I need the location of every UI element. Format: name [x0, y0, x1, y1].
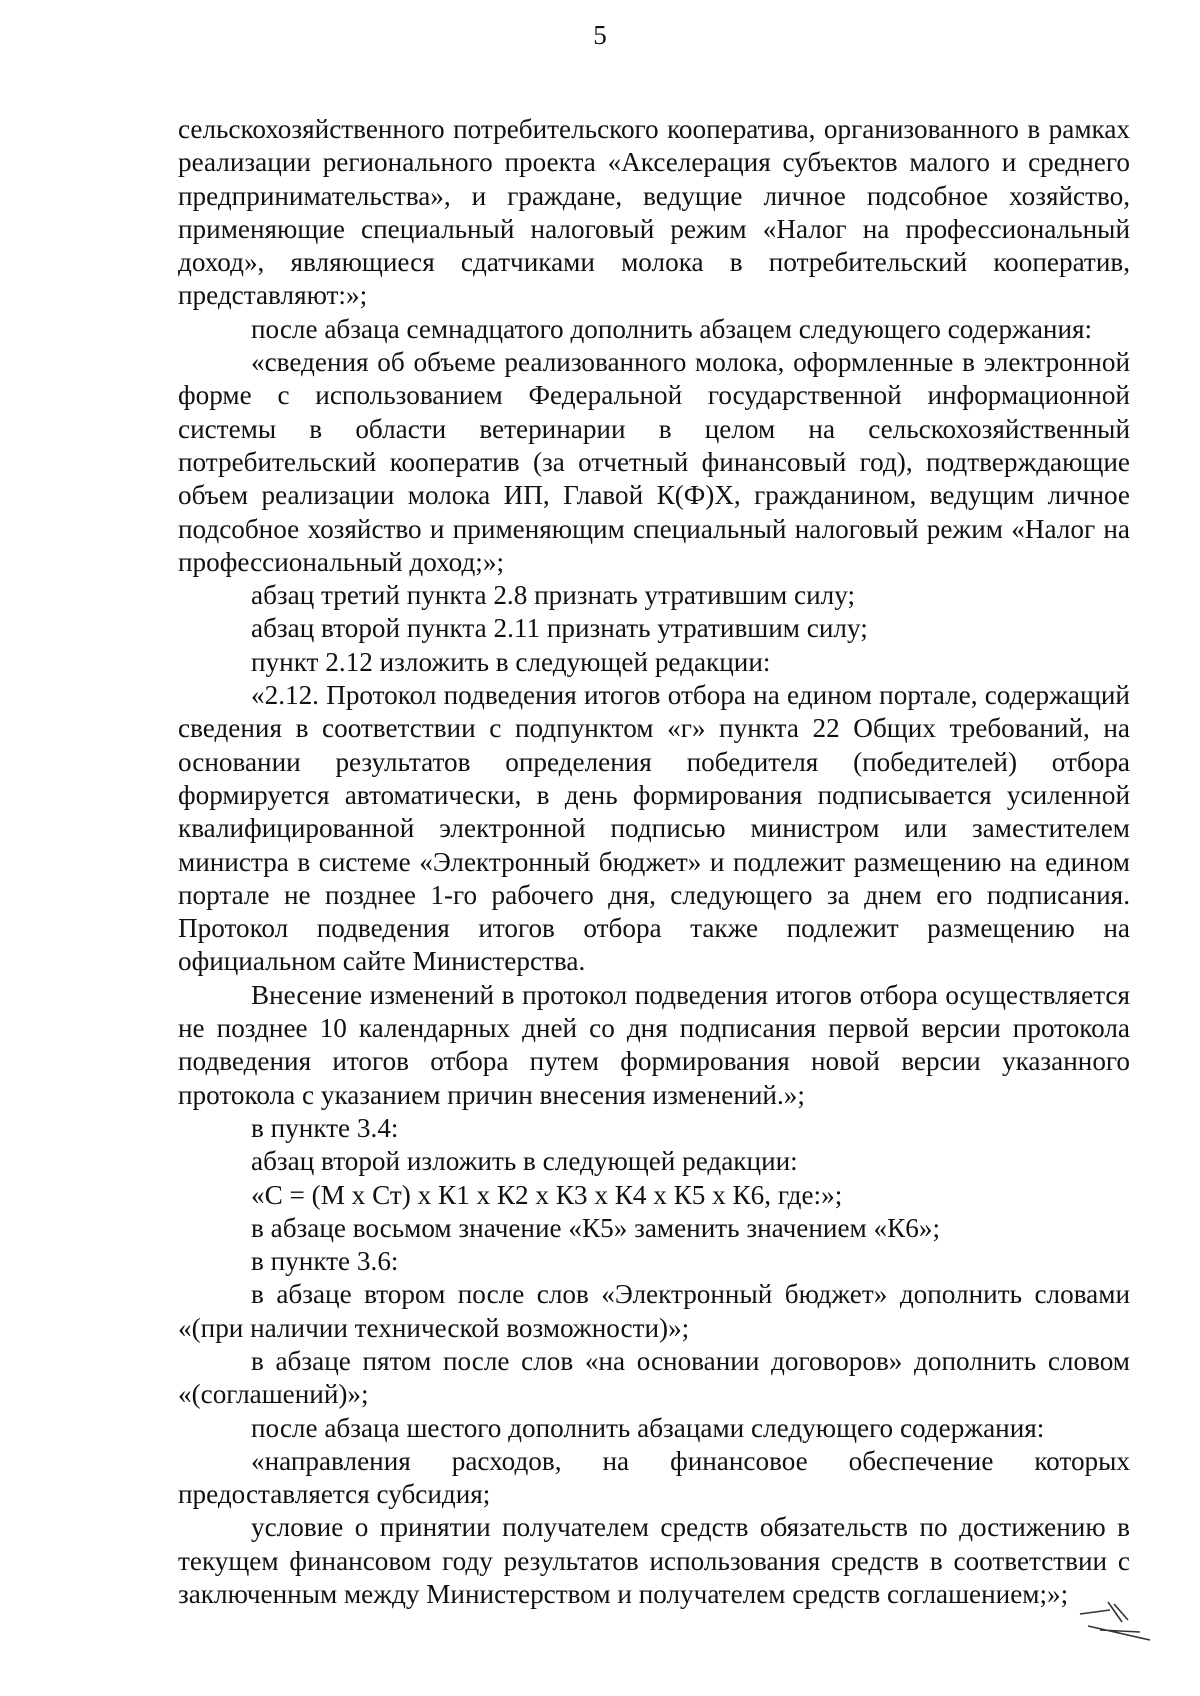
paragraph: в абзаце пятом после слов «на основании договоров» дополнить словом «(соглашений)»;: [178, 1345, 1130, 1410]
paragraph: в абзаце втором после слов «Электронный бюджет» дополнить словами «(при наличии технической возможности)»;: [178, 1279, 1130, 1343]
document-body: [178, 113, 1130, 1611]
paragraph: «сведения об объеме реализованного молока, оформленные в электронной форме с использованием Федеральной государственной информационной системы в области ветеринарии в целом на сельскохозяйственный потребительский кооператив (за отчетный финансовый год), подтверждающие объем реализации молока ИП, Главой К(Ф)Х, гражданином, ведущим личное подсобное хозяйство и применяющим специальный налоговый режим «Налог на профессиональный доход;»;: [178, 347, 1130, 577]
paragraph: абзац второй пункта 2.11 признать утратившим силу;: [251, 613, 868, 644]
paragraph: после абзаца шестого дополнить абзацами следующего содержания:: [251, 1412, 1045, 1443]
paragraph: «2.12. Протокол подведения итогов отбора на едином портале, содержащий сведения в соответствии с подпунктом «г» пункта 22 Общих требований, на основании результатов определения победителя (победителей) отбора формируется автоматически, в день формирования подписывается усиленной квалифицированной электронной подписью министром или заместителем министра в системе «Электронный бюджет» и подлежит размещению на едином портале не позднее 1-го рабочего дня, следующего за днем его подписания. Протокол подведения итогов отбора также подлежит размещению на официальном сайте Министерства.: [178, 680, 1130, 977]
page-number: 5: [593, 20, 607, 50]
paragraph: после абзаца семнадцатого дополнить абзацем следующего содержания:: [251, 313, 1093, 344]
paragraph: условие о принятии получателем средств обязательств по достижению в текущем финансовом году результатов использования средств в соответствии с заключенным между Министерством и получателем средств соглашением;»;: [178, 1512, 1130, 1610]
paragraph: в пункте 3.4:: [251, 1112, 399, 1143]
paragraph: абзац второй изложить в следующей редакции:: [251, 1146, 798, 1177]
paragraph: в пункте 3.6:: [251, 1246, 399, 1277]
paragraph: абзац третий пункта 2.8 признать утратившим силу;: [251, 580, 856, 611]
paragraph: в абзаце восьмом значение «К5» заменить значением «К6»;: [251, 1212, 941, 1243]
formula-paragraph: «С = (М х Ст) х К1 х К2 х К3 х К4 х К5 х К6, где:»;: [251, 1179, 843, 1210]
paragraph: Внесение изменений в протокол подведения итогов отбора осуществляется не позднее 10 календарных дней со дня подписания первой версии протокола подведения итогов отбора путем формирования новой версии указанного протокола с указанием причин внесения изменений.»;: [178, 979, 1130, 1110]
initials-mark: [1070, 1596, 1160, 1656]
paragraph: «направления расходов, на финансовое обеспечение которых предоставляется субсидия;: [178, 1445, 1130, 1510]
paragraph-continuation: сельскохозяйственного потребительского кооператива, организованного в рамках реализации регионального проекта «Акселерация субъектов малого и среднего предпринимательства», и граждане, ведущие личное подсобное хозяйство, применяющие специальный налоговый режим «Налог на профессиональный доход», являющиеся сдатчиками молока в потребительский кооператив, представляют:»;: [178, 114, 1130, 311]
paragraph: пункт 2.12 изложить в следующей редакции:: [251, 646, 771, 677]
